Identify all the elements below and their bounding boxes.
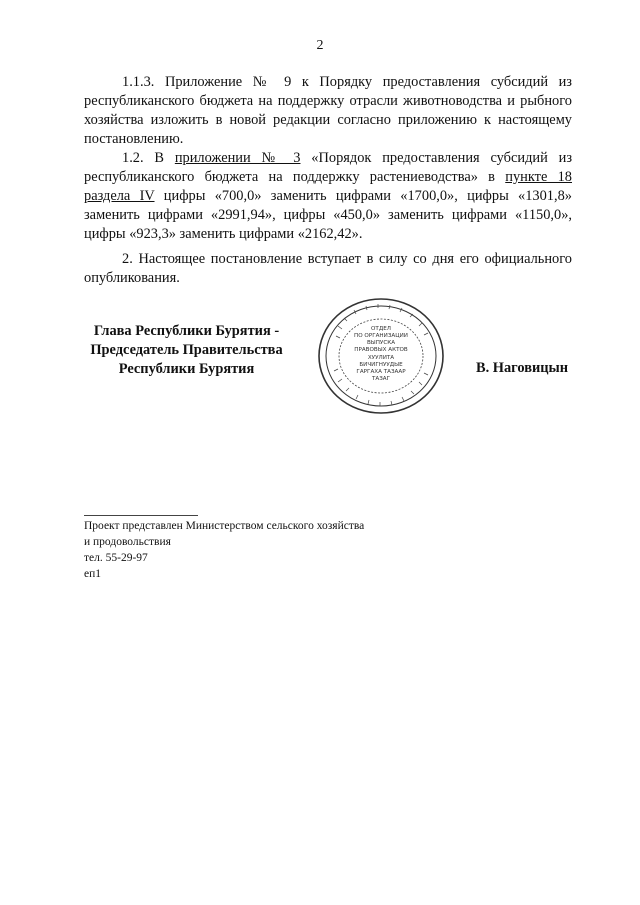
signatory-line-2: Председатель Правительства xyxy=(90,342,283,358)
page-number: 2 xyxy=(316,38,324,53)
paragraph-1-2 xyxy=(84,149,572,244)
official-seal xyxy=(316,296,446,416)
footnote-divider xyxy=(84,515,198,516)
paragraph-2: 2. Настоящее постановление вступает в силу со дня его официального опубликования. xyxy=(84,251,572,286)
seal-text-3: ВЫПУСКА xyxy=(366,340,396,346)
footnote-line-2: и продовольствия xyxy=(84,536,171,548)
seal-text-5: ХУУЛИТА xyxy=(367,355,395,361)
paragraph-1-2-middle: «Порядок предоставления субсидий из республиканского бюджета на поддержку растениеводства» в xyxy=(84,150,572,185)
seal-text-2: ПО ОРГАНИЗАЦИИ xyxy=(354,333,408,339)
seal-text-8: ТАЗАГ xyxy=(371,376,391,382)
seal-text-4: ПРАВОВЫХ АКТОВ xyxy=(354,347,408,353)
footnote xyxy=(84,518,364,566)
signatory-title xyxy=(84,322,289,379)
signatory-name: В. Наговицын xyxy=(476,360,569,376)
seal-graphic xyxy=(316,296,446,416)
signatory-line-3: Республики Бурятия xyxy=(118,361,255,377)
seal-text-6: БИЧИГНУУДЫЕ xyxy=(359,362,403,368)
seal-text-1: ОТДЕЛ xyxy=(371,326,391,332)
signatory-line-1: Глава Республики Бурятия - xyxy=(93,323,280,339)
footnote-line-1: Проект представлен Министерством сельского хозяйства xyxy=(84,520,365,532)
paragraph-1-2-start: 1.2. В xyxy=(122,150,175,166)
document-code: еп1 xyxy=(84,568,102,580)
section-iv-link[interactable]: пункте 18 раздела IV xyxy=(84,169,572,204)
seal-text-7: ГАРГАХА ТАЗААР xyxy=(356,369,406,375)
paragraph-1-1-3: 1.1.3. Приложение № 9 к Порядку предоставления субсидий из республиканского бюджета на поддержку отрасли животноводства и рыбного хозяйства изложить в новой редакции согласно приложению к настоящему постановлению. xyxy=(84,74,572,147)
paragraph-1-2-end: цифры «700,0» заменить цифрами «1700,0», цифры «1301,8» заменить цифрами «2991,94», цифры «450,0» заменить цифрами «1150,0», цифры «923,3» заменить цифрами «2162,42». xyxy=(84,188,572,242)
footnote-line-3: тел. 55-29-97 xyxy=(84,552,148,564)
appendix-3-link[interactable]: приложении № 3 xyxy=(174,150,301,166)
